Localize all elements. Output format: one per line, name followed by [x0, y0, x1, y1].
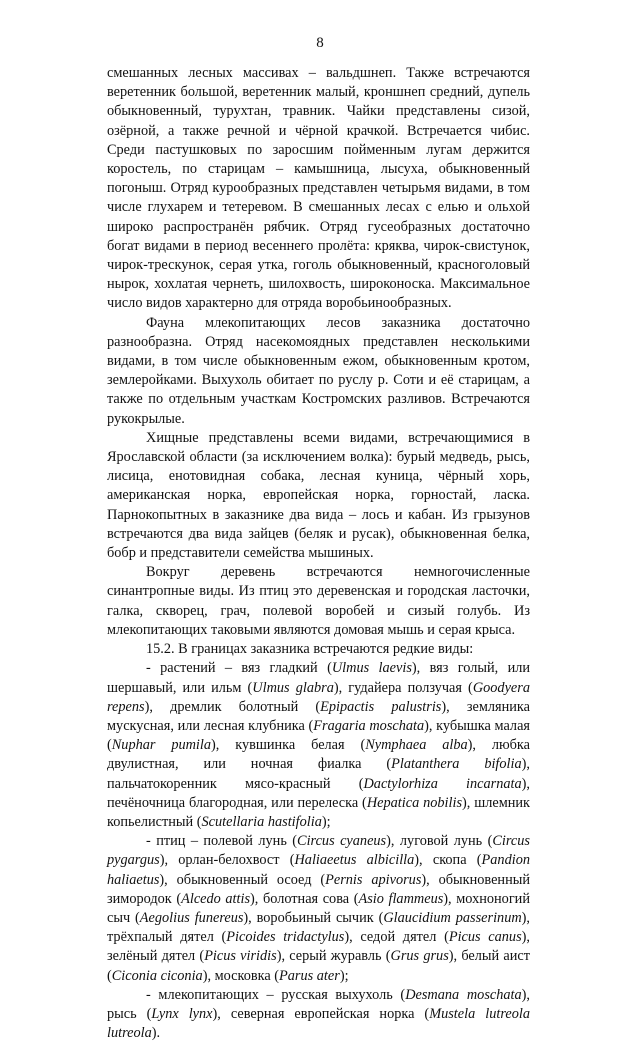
- text-run: );: [339, 967, 349, 984]
- text-run: ).: [151, 1025, 161, 1042]
- text-run: ), белый аист (: [107, 948, 530, 984]
- latin-name: Ulmus laevis: [331, 660, 412, 677]
- latin-name: Haliaeetus albicilla: [294, 852, 415, 869]
- text-run: ), шлемник копьелистный (: [107, 794, 530, 830]
- list-item-birds: [107, 832, 530, 986]
- latin-name: Ulmus glabra: [252, 679, 334, 696]
- text-run: ), скопа (: [414, 852, 482, 869]
- text-run: ), пальчатокоренник мясо-красный (: [107, 756, 530, 792]
- body-text: [107, 64, 530, 1043]
- text-run: ), мохноногий сыч (: [107, 890, 530, 926]
- text-run: ), обыкновенный осоед (: [159, 871, 326, 888]
- latin-name: Circus cyaneus: [297, 833, 387, 850]
- text-run: ), северная европейская норка (: [212, 1005, 430, 1022]
- latin-name: Nymphaea alba: [365, 737, 468, 754]
- text-run: ), кувшинка белая (: [211, 737, 366, 754]
- latin-name: Parus ater: [279, 967, 340, 984]
- latin-name: Nuphar pumila: [111, 737, 212, 754]
- latin-name: Alcedo attis: [181, 890, 251, 907]
- latin-name: Platanthera bifolia: [391, 756, 522, 773]
- paragraph-rare-species-heading: 15.2. В границах заказника встречаются редкие виды:: [146, 641, 474, 658]
- text-run: ), луговой лунь (: [386, 833, 493, 850]
- text-run: ), воробьиный сычик (: [243, 909, 384, 926]
- text-run: ), печёночница благородная, или перелеска (: [107, 775, 530, 811]
- text-run: ), кубышка малая (: [107, 717, 530, 754]
- text-run: ), земляника мускусная, или лесная клубника (: [107, 698, 531, 734]
- page-number: 8: [316, 35, 324, 51]
- text-run: ), рысь (: [107, 986, 530, 1022]
- text-run: ), дремлик болотный (: [144, 698, 321, 715]
- text-run: ), седой дятел (: [344, 929, 449, 946]
- latin-name: Picus viridis: [204, 948, 277, 965]
- paragraph-synanthropic: Вокруг деревень встречаются немногочисленные синантропные виды. Из птиц это деревенская и городская ласточки, галка, скворец, грач, полевой воробей и сизый голубь. Из млекопитающих таковыми являются домовая мышь и серая крыса.: [107, 564, 530, 638]
- paragraph-birds-continued: смешанных лесных массивах – вальдшнеп. Также встречаются веретенник большой, веретенник малый, кроншнеп средний, дупель обыкновенный, турухтан, травник. Чайки представлены сизой, озёрной, а также речной и чёрной крачкой. Встречается чибис. Среди пастушковых по заросшим пойменным лугам держится коростель, по старицам – камышница, лысуха, обыкновенный погоныш. Отряд курообразных представлен четырьмя видами, в том числе глухарем и тетеревом. В смешанных лесах с елью и ольхой широко распространён рябчик. Отряд гусеобразных достаточно богат видами в период весеннего пролёта: кряква, чирок-свистунок, чирок-трескунок, серая утка, гоголь обыкновенный, красноголовый нырок, хохлатая чернеть, шилохвость, широконоска. Максимальное число видов характерно для отряда воробьинообразных.: [107, 65, 530, 312]
- latin-name: Circus pygargus: [107, 833, 530, 869]
- latin-name: Desmana moschata: [405, 986, 522, 1003]
- text-run: ), гудайера ползучая (: [333, 679, 473, 696]
- latin-name: Picus canus: [448, 929, 522, 946]
- text-run: - растений – вяз гладкий (: [146, 660, 332, 677]
- latin-name: Asio flammeus: [358, 890, 444, 907]
- latin-name: Fragaria moschata: [313, 717, 425, 734]
- latin-name: Pandion haliaetus: [107, 852, 530, 888]
- text-run: ), любка двулистная, или ночная фиалка (: [107, 737, 530, 773]
- latin-name: Lynx lynx: [151, 1005, 213, 1022]
- text-run: ), болотная сова (: [250, 890, 359, 907]
- list-item-plants: [107, 659, 530, 832]
- text-run: ), московка (: [202, 967, 280, 984]
- latin-name: Dactylorhiza incarnata: [363, 775, 522, 792]
- text-run: );: [321, 813, 331, 830]
- latin-name: Scutellaria hastifolia: [201, 813, 322, 830]
- latin-name: Ciconia ciconia: [111, 967, 203, 984]
- text-run: ), обыкновенный зимородок (: [107, 871, 530, 907]
- text-run: ), серый журавль (: [276, 948, 391, 965]
- paragraph-mammals-fauna: Фауна млекопитающих лесов заказника достаточно разнообразна. Отряд насекомоядных представлен несколькими видами, в том числе обыкновенным ежом, обыкновенным кротом, землеройками. Выхухоль обитает по руслу р. Соти и её старицам, а также по отдельным участкам Костромских разливов. Встречаются рукокрылые.: [107, 314, 530, 427]
- text-run: - птиц – полевой лунь (: [146, 833, 298, 850]
- paragraph-predators: Хищные представлены всеми видами, встречающимися в Ярославской области (за исключением волка): бурый медведь, рысь, лисица, енотовидная собака, лесная куница, чёрный хорь, американская норка, европейская норка, горностай, ласка. Парнокопытных в заказнике два вида – лось и кабан. Из грызунов встречаются два вида зайцев (беляк и русак), обыкновенная белка, бобр и представители семейства мышиных.: [107, 429, 530, 562]
- text-run: ), орлан-белохвост (: [159, 852, 295, 869]
- latin-name: Aegolius funereus: [139, 909, 244, 926]
- text-run: ), трёхпалый дятел (: [107, 909, 531, 946]
- latin-name: Grus grus: [390, 948, 449, 965]
- latin-name: Hepatica nobilis: [366, 794, 463, 811]
- text-run: ), вяз голый, или шершавый, или ильм (: [107, 660, 531, 696]
- text-run: ), зелёный дятел (: [107, 929, 530, 965]
- latin-name: Pernis apivorus: [325, 871, 422, 888]
- latin-name: Mustela lutreola lutreola: [107, 1005, 530, 1042]
- latin-name: Goodyera repens: [107, 679, 530, 715]
- latin-name: Epipactis palustris: [320, 698, 442, 715]
- latin-name: Glaucidium passerinum: [383, 909, 522, 926]
- latin-name: Picoides tridactylus: [226, 929, 345, 946]
- list-item-mammals: [107, 986, 530, 1043]
- text-run: - млекопитающих – русская выхухоль (: [146, 986, 406, 1003]
